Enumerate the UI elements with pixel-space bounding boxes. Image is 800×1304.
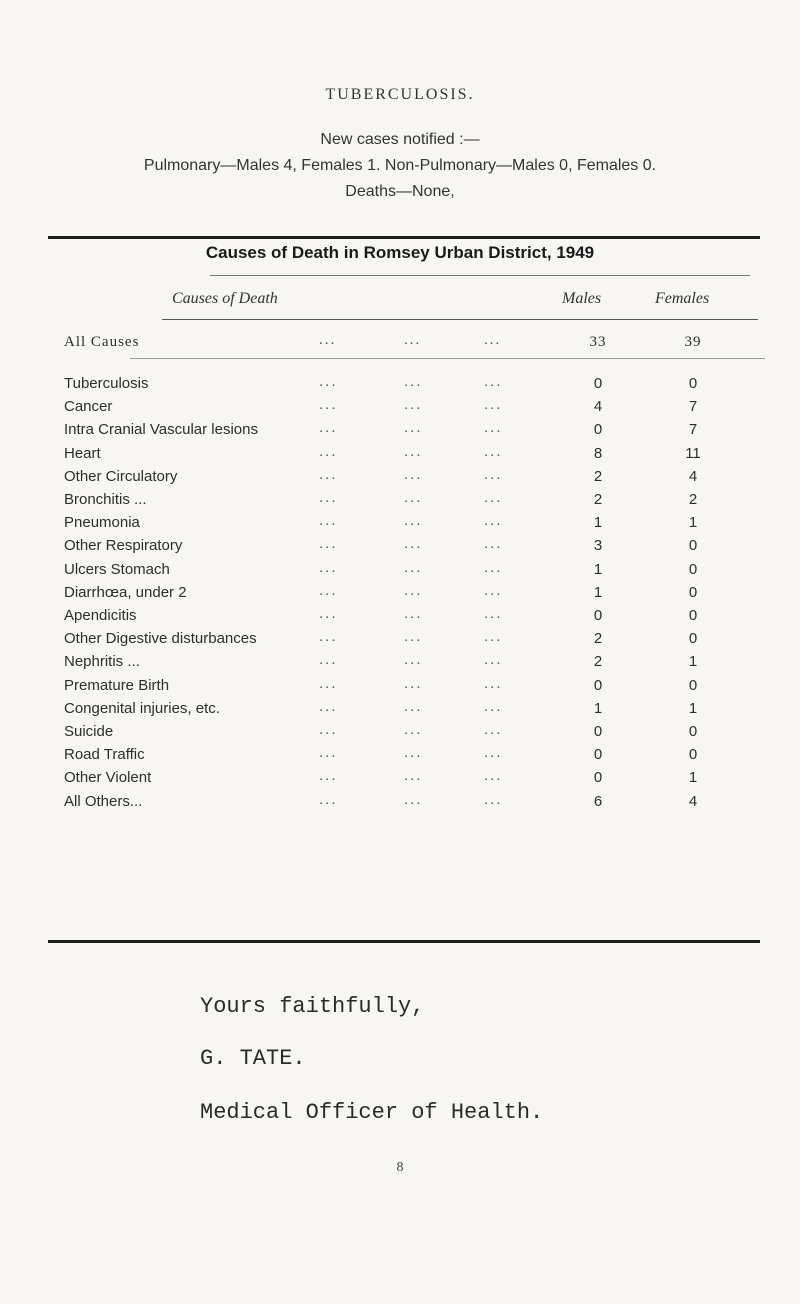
- table-row: Nephritis ... ... ... ... 2 1: [64, 653, 764, 675]
- females-value: 0: [688, 584, 698, 601]
- females-value: 1: [688, 653, 698, 670]
- females-value: 1: [688, 700, 698, 717]
- all-causes-row: All Causes ... ... ... 33 39: [64, 334, 764, 356]
- column-header-females: Females: [655, 290, 710, 307]
- cause-label: Intra Cranial Vascular lesions: [64, 421, 258, 438]
- table-row: Ulcers Stomach ... ... ... 1 0: [64, 561, 764, 583]
- column-header-cause: Causes of Death: [172, 290, 278, 307]
- column-header-males: Males: [562, 290, 602, 307]
- cause-label: Other Violent: [64, 769, 152, 786]
- females-value: 2: [688, 491, 698, 508]
- females-value: 7: [688, 421, 698, 438]
- title-underline: [210, 275, 750, 276]
- all-causes-females: 39: [684, 334, 702, 350]
- cause-label: Cancer: [64, 398, 113, 415]
- females-value: 4: [688, 468, 698, 485]
- males-value: 0: [593, 746, 603, 763]
- notified-detail: Pulmonary—Males 4, Females 1. Non-Pulmonary—Males 0, Females 0.: [143, 157, 657, 174]
- females-value: 1: [688, 769, 698, 786]
- males-value: 1: [593, 700, 603, 717]
- table-row: Other Respiratory ... ... ... 3 0: [64, 537, 764, 559]
- table-row: Congenital injuries, etc. ... ... ... 1 1: [64, 700, 764, 722]
- males-value: 4: [593, 398, 603, 415]
- signature-name: G. TATE.: [200, 1046, 306, 1071]
- table-row: Suicide ... ... ... 0 0: [64, 723, 764, 745]
- males-value: 0: [593, 375, 603, 392]
- bottom-rule: [48, 940, 760, 943]
- cause-label: Nephritis ...: [64, 653, 140, 670]
- females-value: 0: [688, 746, 698, 763]
- table-row: All Others... ... ... ... 6 4: [64, 793, 764, 815]
- page-number: 8: [396, 1160, 404, 1175]
- all-causes-males: 33: [589, 334, 607, 350]
- signature-title: Medical Officer of Health.: [200, 1100, 544, 1125]
- table-row: Cancer ... ... ... 4 7: [64, 398, 764, 420]
- males-value: 2: [593, 630, 603, 647]
- deaths-line: Deaths—None,: [345, 183, 455, 200]
- males-value: 0: [593, 421, 603, 438]
- cause-label: Other Respiratory: [64, 537, 183, 554]
- cause-label: Apendicitis: [64, 607, 137, 624]
- table-row: Diarrhœa, under 2 ... ... ... 1 0: [64, 584, 764, 606]
- table-row: Other Circulatory ... ... ... 2 4: [64, 468, 764, 490]
- table-row: Apendicitis ... ... ... 0 0: [64, 607, 764, 629]
- table-row: Road Traffic ... ... ... 0 0: [64, 746, 764, 768]
- females-value: 0: [688, 723, 698, 740]
- females-value: 7: [688, 398, 698, 415]
- cause-label: All Others...: [64, 793, 143, 810]
- males-value: 0: [593, 607, 603, 624]
- cause-label: Premature Birth: [64, 677, 170, 694]
- males-value: 2: [593, 491, 603, 508]
- males-value: 0: [593, 723, 603, 740]
- cause-label: Tuberculosis: [64, 375, 149, 392]
- males-value: 8: [593, 445, 603, 462]
- cause-label: Bronchitis ...: [64, 491, 147, 508]
- males-value: 1: [593, 514, 603, 531]
- section-heading: TUBERCULOSIS.: [325, 86, 475, 103]
- females-value: 0: [688, 375, 698, 392]
- table-row: Tuberculosis ... ... ... 0 0: [64, 375, 764, 397]
- table-row: Premature Birth ... ... ... 0 0: [64, 677, 764, 699]
- table-row: Pneumonia ... ... ... 1 1: [64, 514, 764, 536]
- header-underline: [162, 319, 758, 320]
- males-value: 2: [593, 468, 603, 485]
- females-value: 4: [688, 793, 698, 810]
- males-value: 6: [593, 793, 603, 810]
- females-value: 0: [688, 537, 698, 554]
- females-value: 0: [688, 561, 698, 578]
- cause-label: Heart: [64, 445, 101, 462]
- notified-label: New cases notified :—: [320, 131, 480, 148]
- cause-label: Pneumonia: [64, 514, 140, 531]
- all-causes-label: All Causes: [64, 334, 140, 350]
- cause-label: Other Digestive disturbances: [64, 630, 257, 647]
- table-row: Other Digestive disturbances ... ... ... 2 0: [64, 630, 764, 652]
- cause-label: Ulcers Stomach: [64, 561, 170, 578]
- females-value: 1: [688, 514, 698, 531]
- cause-label: Other Circulatory: [64, 468, 178, 485]
- table-row: Bronchitis ... ... ... ... 2 2: [64, 491, 764, 513]
- top-rule: [48, 236, 760, 239]
- females-value: 11: [685, 445, 701, 462]
- females-value: 0: [688, 607, 698, 624]
- males-value: 3: [593, 537, 603, 554]
- males-value: 0: [593, 769, 603, 786]
- males-value: 1: [593, 584, 603, 601]
- females-value: 0: [688, 630, 698, 647]
- table-title: Causes of Death in Romsey Urban District, 1949: [205, 243, 595, 262]
- cause-label: Diarrhœa, under 2: [64, 584, 187, 601]
- males-value: 2: [593, 653, 603, 670]
- all-causes-underline: [130, 358, 765, 359]
- table-row: Intra Cranial Vascular lesions ... ... ... 0 7: [64, 421, 764, 443]
- table-row: Heart ... ... ... 8 11: [64, 445, 764, 467]
- table-row: Other Violent ... ... ... 0 1: [64, 769, 764, 791]
- males-value: 0: [593, 677, 603, 694]
- signature-closing: Yours faithfully,: [200, 994, 425, 1019]
- males-value: 1: [593, 561, 603, 578]
- cause-label: Congenital injuries, etc.: [64, 700, 220, 717]
- females-value: 0: [688, 677, 698, 694]
- cause-label: Road Traffic: [64, 746, 145, 763]
- cause-label: Suicide: [64, 723, 114, 740]
